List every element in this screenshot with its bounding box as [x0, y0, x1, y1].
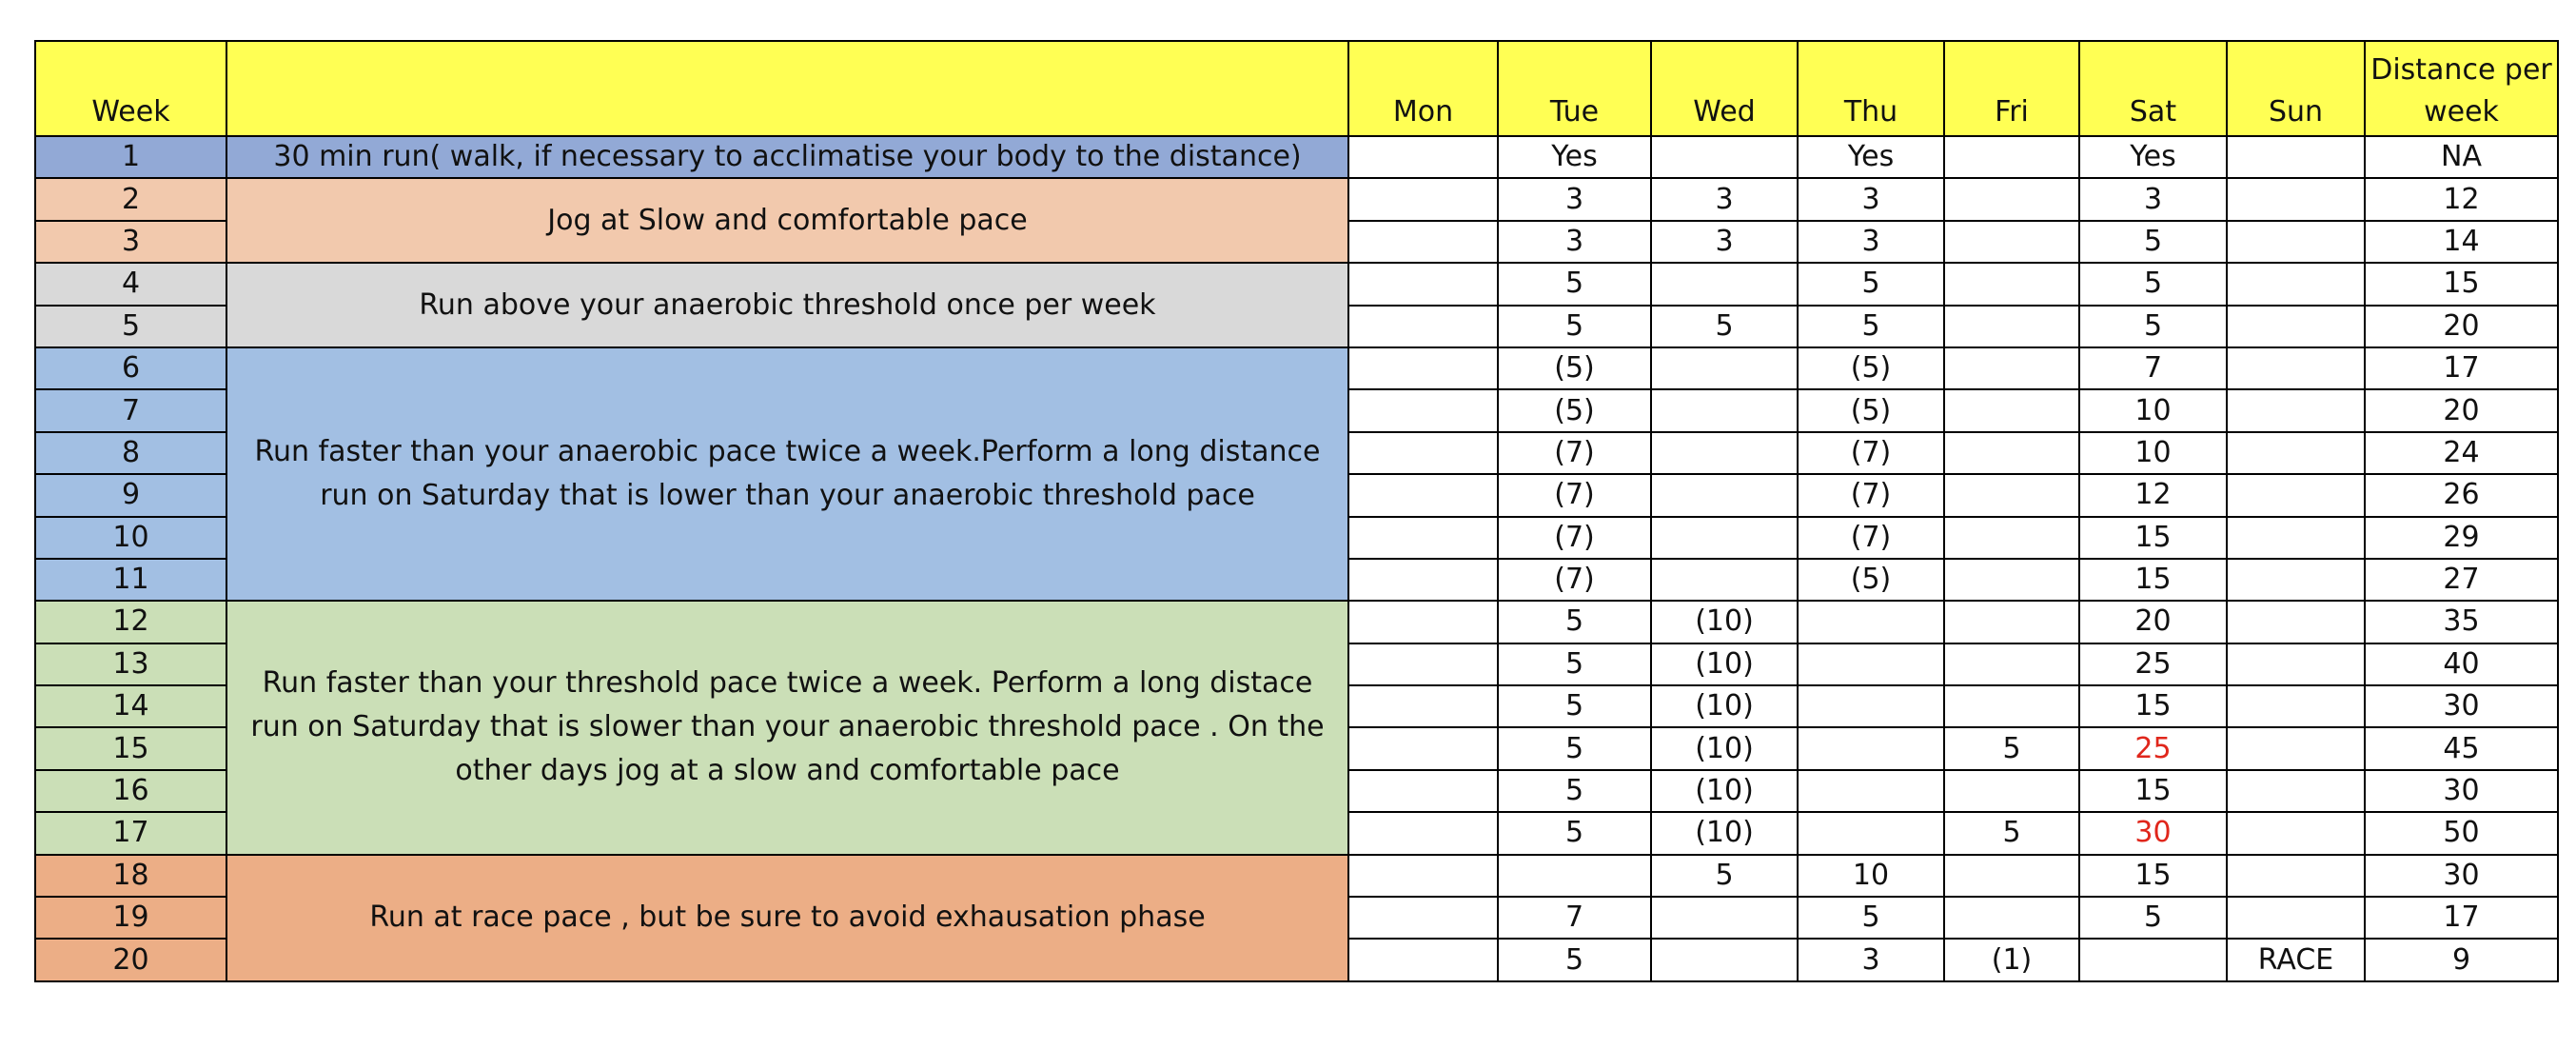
sat-cell: 15 — [2079, 770, 2227, 812]
phase-description-cell: Run above your anaerobic threshold once per week — [226, 263, 1348, 347]
wed-cell — [1651, 263, 1798, 305]
distance-per-week-cell: 20 — [2365, 389, 2558, 431]
wed-cell — [1651, 897, 1798, 939]
phase-description-cell: Run faster than your anaerobic pace twice a week.Perform a long distance run on Saturday that is lower than your anaerobic threshold pace — [226, 347, 1348, 601]
fri-cell — [1944, 306, 2079, 347]
tue-cell: 7 — [1498, 897, 1651, 939]
sat-cell: 5 — [2079, 306, 2227, 347]
sat-cell: 15 — [2079, 855, 2227, 897]
table-row — [35, 347, 2558, 389]
sat-cell: 25 — [2079, 727, 2227, 769]
phase-description-cell: Jog at Slow and comfortable pace — [226, 178, 1348, 263]
sun-cell — [2227, 347, 2365, 389]
week-number-cell: 20 — [35, 939, 226, 980]
distance-per-week-cell: 50 — [2365, 812, 2558, 854]
sat-cell: 3 — [2079, 178, 2227, 220]
sun-cell — [2227, 432, 2365, 474]
week-number-cell: 14 — [35, 685, 226, 727]
wed-cell: (10) — [1651, 812, 1798, 854]
sun-cell — [2227, 685, 2365, 727]
wed-cell — [1651, 136, 1798, 178]
mon-cell — [1348, 474, 1498, 516]
fri-cell — [1944, 770, 2079, 812]
tue-cell: (7) — [1498, 517, 1651, 559]
mon-cell — [1348, 136, 1498, 178]
thu-cell: (5) — [1798, 559, 1944, 601]
training-plan-table — [34, 40, 2559, 982]
sat-cell: 15 — [2079, 559, 2227, 601]
tue-cell: 5 — [1498, 727, 1651, 769]
header-sat: Sat — [2079, 41, 2227, 136]
mon-cell — [1348, 263, 1498, 305]
mon-cell — [1348, 559, 1498, 601]
tue-cell: 3 — [1498, 221, 1651, 263]
table-row — [35, 601, 2558, 643]
sun-cell — [2227, 178, 2365, 220]
header-week: Week — [35, 41, 226, 136]
thu-cell: 10 — [1798, 855, 1944, 897]
sat-cell: 10 — [2079, 432, 2227, 474]
sat-cell — [2079, 939, 2227, 980]
wed-cell — [1651, 517, 1798, 559]
thu-cell: (7) — [1798, 474, 1944, 516]
thu-cell — [1798, 601, 1944, 643]
distance-per-week-cell: 30 — [2365, 855, 2558, 897]
wed-cell: (10) — [1651, 643, 1798, 685]
thu-cell: 3 — [1798, 939, 1944, 980]
mon-cell — [1348, 221, 1498, 263]
header-distance-per-week: Distance per week — [2365, 41, 2558, 136]
sat-cell: 15 — [2079, 685, 2227, 727]
sun-cell — [2227, 517, 2365, 559]
wed-cell: (10) — [1651, 770, 1798, 812]
tue-cell: 5 — [1498, 601, 1651, 643]
week-number-cell: 1 — [35, 136, 226, 178]
week-number-cell: 9 — [35, 474, 226, 516]
sat-cell: 5 — [2079, 897, 2227, 939]
thu-cell: Yes — [1798, 136, 1944, 178]
table-row — [35, 263, 2558, 305]
thu-cell: (7) — [1798, 432, 1944, 474]
thu-cell: 5 — [1798, 263, 1944, 305]
table-row — [35, 855, 2558, 897]
thu-cell: 5 — [1798, 897, 1944, 939]
tue-cell: 5 — [1498, 939, 1651, 980]
tue-cell: (5) — [1498, 347, 1651, 389]
mon-cell — [1348, 347, 1498, 389]
sun-cell — [2227, 306, 2365, 347]
sat-cell: 12 — [2079, 474, 2227, 516]
mon-cell — [1348, 643, 1498, 685]
phase-description-cell: 30 min run( walk, if necessary to acclimatise your body to the distance) — [226, 136, 1348, 178]
fri-cell — [1944, 347, 2079, 389]
fri-cell: (1) — [1944, 939, 2079, 980]
distance-per-week-cell: 24 — [2365, 432, 2558, 474]
sun-cell — [2227, 812, 2365, 854]
thu-cell — [1798, 685, 1944, 727]
mon-cell — [1348, 727, 1498, 769]
fri-cell — [1944, 432, 2079, 474]
thu-cell: 3 — [1798, 178, 1944, 220]
wed-cell: 3 — [1651, 221, 1798, 263]
tue-cell: Yes — [1498, 136, 1651, 178]
tue-cell: 5 — [1498, 812, 1651, 854]
thu-cell — [1798, 812, 1944, 854]
week-number-cell: 4 — [35, 263, 226, 305]
tue-cell: (5) — [1498, 389, 1651, 431]
sat-cell: 25 — [2079, 643, 2227, 685]
wed-cell: (10) — [1651, 727, 1798, 769]
tue-cell: 5 — [1498, 306, 1651, 347]
sat-cell: Yes — [2079, 136, 2227, 178]
tue-cell: (7) — [1498, 432, 1651, 474]
sun-cell — [2227, 897, 2365, 939]
week-number-cell: 12 — [35, 601, 226, 643]
distance-per-week-cell: 27 — [2365, 559, 2558, 601]
sun-cell — [2227, 770, 2365, 812]
thu-cell: (5) — [1798, 389, 1944, 431]
sun-cell — [2227, 389, 2365, 431]
fri-cell — [1944, 517, 2079, 559]
tue-cell: 5 — [1498, 263, 1651, 305]
distance-per-week-cell: 30 — [2365, 685, 2558, 727]
tue-cell: 5 — [1498, 643, 1651, 685]
sat-cell: 15 — [2079, 517, 2227, 559]
header-mon: Mon — [1348, 41, 1498, 136]
header-description — [226, 41, 1348, 136]
week-number-cell: 11 — [35, 559, 226, 601]
thu-cell — [1798, 727, 1944, 769]
sun-cell — [2227, 855, 2365, 897]
week-number-cell: 8 — [35, 432, 226, 474]
header-row — [35, 41, 2558, 136]
tue-cell: 3 — [1498, 178, 1651, 220]
week-number-cell: 15 — [35, 727, 226, 769]
sun-cell — [2227, 601, 2365, 643]
tue-cell: 5 — [1498, 770, 1651, 812]
sat-cell: 10 — [2079, 389, 2227, 431]
distance-per-week-cell: 35 — [2365, 601, 2558, 643]
fri-cell — [1944, 601, 2079, 643]
sun-cell — [2227, 643, 2365, 685]
week-number-cell: 7 — [35, 389, 226, 431]
distance-per-week-cell: 30 — [2365, 770, 2558, 812]
distance-per-week-cell: 14 — [2365, 221, 2558, 263]
table-row — [35, 178, 2558, 220]
mon-cell — [1348, 855, 1498, 897]
sat-cell: 30 — [2079, 812, 2227, 854]
thu-cell — [1798, 770, 1944, 812]
wed-cell — [1651, 559, 1798, 601]
header-wed: Wed — [1651, 41, 1798, 136]
week-number-cell: 17 — [35, 812, 226, 854]
distance-per-week-cell: 17 — [2365, 897, 2558, 939]
mon-cell — [1348, 306, 1498, 347]
fri-cell — [1944, 855, 2079, 897]
week-number-cell: 19 — [35, 897, 226, 939]
distance-per-week-cell: NA — [2365, 136, 2558, 178]
distance-per-week-cell: 20 — [2365, 306, 2558, 347]
sun-cell — [2227, 559, 2365, 601]
fri-cell — [1944, 221, 2079, 263]
wed-cell: 3 — [1651, 178, 1798, 220]
sat-cell: 7 — [2079, 347, 2227, 389]
fri-cell: 5 — [1944, 812, 2079, 854]
tue-cell: 5 — [1498, 685, 1651, 727]
wed-cell: (10) — [1651, 685, 1798, 727]
distance-per-week-cell: 26 — [2365, 474, 2558, 516]
mon-cell — [1348, 685, 1498, 727]
sun-cell — [2227, 263, 2365, 305]
wed-cell — [1651, 347, 1798, 389]
thu-cell — [1798, 643, 1944, 685]
sun-cell — [2227, 727, 2365, 769]
mon-cell — [1348, 897, 1498, 939]
table-row — [35, 136, 2558, 178]
week-number-cell: 16 — [35, 770, 226, 812]
fri-cell — [1944, 685, 2079, 727]
sun-cell: RACE — [2227, 939, 2365, 980]
sun-cell — [2227, 474, 2365, 516]
week-number-cell: 6 — [35, 347, 226, 389]
week-number-cell: 13 — [35, 643, 226, 685]
mon-cell — [1348, 432, 1498, 474]
distance-per-week-cell: 17 — [2365, 347, 2558, 389]
distance-per-week-cell: 15 — [2365, 263, 2558, 305]
distance-per-week-cell: 9 — [2365, 939, 2558, 980]
distance-per-week-cell: 29 — [2365, 517, 2558, 559]
sat-cell: 20 — [2079, 601, 2227, 643]
week-number-cell: 5 — [35, 306, 226, 347]
mon-cell — [1348, 770, 1498, 812]
wed-cell — [1651, 432, 1798, 474]
fri-cell — [1944, 474, 2079, 516]
distance-per-week-cell: 45 — [2365, 727, 2558, 769]
wed-cell — [1651, 389, 1798, 431]
header-sun: Sun — [2227, 41, 2365, 136]
sun-cell — [2227, 136, 2365, 178]
fri-cell — [1944, 136, 2079, 178]
tue-cell: (7) — [1498, 559, 1651, 601]
mon-cell — [1348, 601, 1498, 643]
mon-cell — [1348, 389, 1498, 431]
mon-cell — [1348, 178, 1498, 220]
fri-cell — [1944, 389, 2079, 431]
thu-cell: 3 — [1798, 221, 1944, 263]
week-number-cell: 10 — [35, 517, 226, 559]
week-number-cell: 2 — [35, 178, 226, 220]
sun-cell — [2227, 221, 2365, 263]
header-fri: Fri — [1944, 41, 2079, 136]
mon-cell — [1348, 939, 1498, 980]
mon-cell — [1348, 812, 1498, 854]
fri-cell — [1944, 263, 2079, 305]
week-number-cell: 18 — [35, 855, 226, 897]
header-tue: Tue — [1498, 41, 1651, 136]
distance-per-week-cell: 40 — [2365, 643, 2558, 685]
fri-cell — [1944, 897, 2079, 939]
header-thu: Thu — [1798, 41, 1944, 136]
phase-description-cell: Run at race pace , but be sure to avoid exhausation phase — [226, 855, 1348, 981]
fri-cell — [1944, 643, 2079, 685]
tue-cell: (7) — [1498, 474, 1651, 516]
wed-cell: (10) — [1651, 601, 1798, 643]
distance-per-week-cell: 12 — [2365, 178, 2558, 220]
sat-cell: 5 — [2079, 221, 2227, 263]
fri-cell — [1944, 559, 2079, 601]
fri-cell — [1944, 178, 2079, 220]
wed-cell: 5 — [1651, 306, 1798, 347]
wed-cell: 5 — [1651, 855, 1798, 897]
wed-cell — [1651, 474, 1798, 516]
phase-description-cell: Run faster than your threshold pace twice a week. Perform a long distace run on Saturday that is slower than your anaerobic threshold pace . On the other days jog at a slow and comfortable pace — [226, 601, 1348, 854]
sat-cell: 5 — [2079, 263, 2227, 305]
table-body — [35, 136, 2558, 981]
thu-cell: 5 — [1798, 306, 1944, 347]
tue-cell — [1498, 855, 1651, 897]
thu-cell: (5) — [1798, 347, 1944, 389]
mon-cell — [1348, 517, 1498, 559]
wed-cell — [1651, 939, 1798, 980]
week-number-cell: 3 — [35, 221, 226, 263]
fri-cell: 5 — [1944, 727, 2079, 769]
thu-cell: (7) — [1798, 517, 1944, 559]
